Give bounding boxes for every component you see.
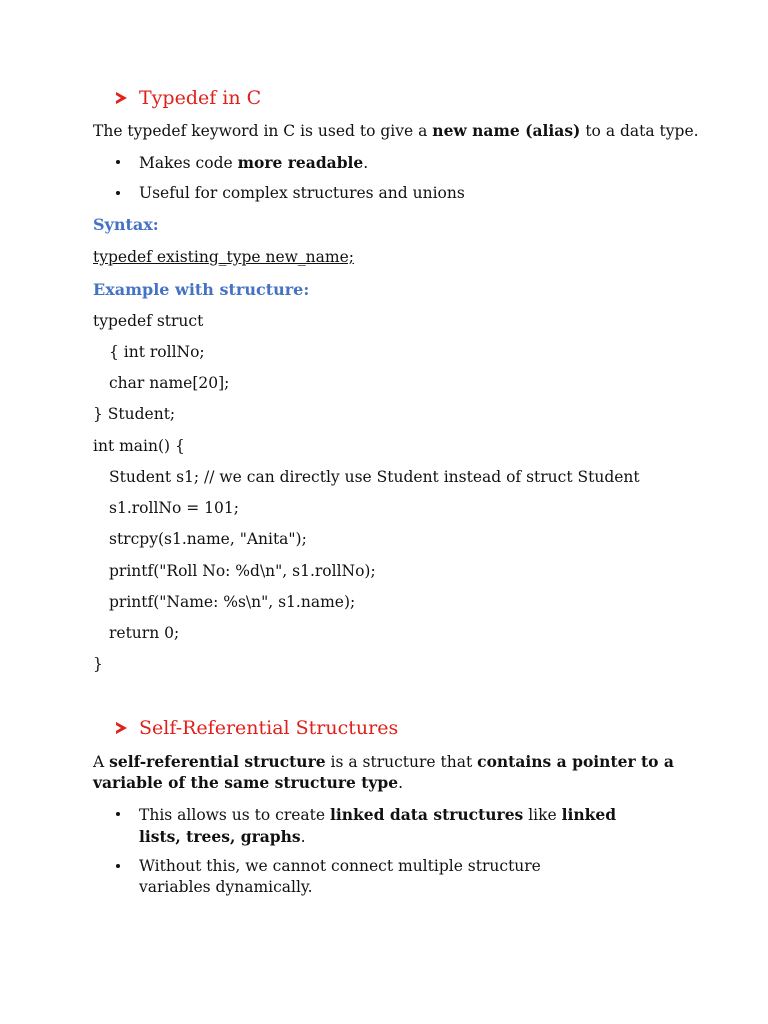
intro-bold: new name (alias)	[432, 121, 581, 140]
intro-bold: self-referential structure	[109, 752, 326, 771]
bullet-text-end: .	[300, 828, 306, 846]
intro-text: is a structure that	[325, 753, 478, 771]
typedef-heading	[116, 87, 261, 109]
syntax-label: Syntax:	[93, 215, 159, 234]
code-line: return 0;	[109, 624, 180, 642]
bullet-bold: more readable	[237, 153, 364, 172]
intro-text-end: .	[398, 774, 404, 792]
syntax-line: typedef existing_type new_name;	[93, 248, 355, 266]
bullet-dot-icon	[116, 160, 120, 164]
code-line: { int rollNo;	[109, 343, 205, 361]
code-line: typedef struct	[93, 312, 204, 330]
bullet-bold: lists, trees, graphs	[139, 827, 301, 846]
code-line: strcpy(s1.name, "Anita");	[109, 530, 307, 548]
code-line: }	[93, 655, 103, 673]
code-line: s1.rollNo = 101;	[109, 499, 239, 517]
intro-text-end: to a data type.	[580, 122, 699, 140]
arrow-bullet-icon	[116, 722, 127, 734]
code-line: printf("Roll No: %d\n", s1.rollNo);	[109, 562, 376, 580]
arrow-bullet-icon	[116, 92, 127, 104]
bullet-bold: linked	[561, 805, 617, 824]
bullet-text: Makes code	[139, 154, 238, 172]
bullet-text: variables dynamically.	[139, 878, 313, 896]
bullet-dot-icon	[116, 864, 120, 868]
code-line: } Student;	[93, 405, 176, 423]
intro-bold: variable of the same structure type	[93, 773, 399, 792]
intro-text: The typedef keyword in C is used to give a	[93, 122, 433, 140]
bullet-text-end: .	[363, 154, 369, 172]
selfref-intro-line2	[93, 773, 403, 792]
bullet-text: This allows us to create	[139, 806, 330, 824]
typedef-heading-text: Typedef in C	[139, 87, 262, 109]
selfref-intro-line1	[93, 752, 674, 771]
bullet-dot-icon	[116, 191, 120, 195]
intro-bold: contains a pointer to a	[477, 752, 674, 771]
selfref-heading	[116, 717, 398, 739]
intro-text: A	[93, 753, 110, 771]
selfref-heading-text: Self-Referential Structures	[139, 717, 399, 739]
bullet-text: Without this, we cannot connect multiple structure	[139, 857, 541, 875]
bullet-text: like	[523, 806, 562, 824]
typedef-intro	[93, 121, 699, 140]
code-line: Student s1; // we can directly use Student instead of struct Student	[109, 468, 640, 486]
code-line: printf("Name: %s\n", s1.name);	[109, 593, 356, 611]
bullet-dot-icon	[116, 812, 120, 816]
bullet-text: Useful for complex structures and unions	[139, 184, 465, 202]
example-label: Example with structure:	[93, 280, 310, 299]
bullet-bold: linked data structures	[329, 805, 524, 824]
code-line: int main() {	[93, 437, 185, 455]
code-line: char name[20];	[109, 374, 230, 392]
